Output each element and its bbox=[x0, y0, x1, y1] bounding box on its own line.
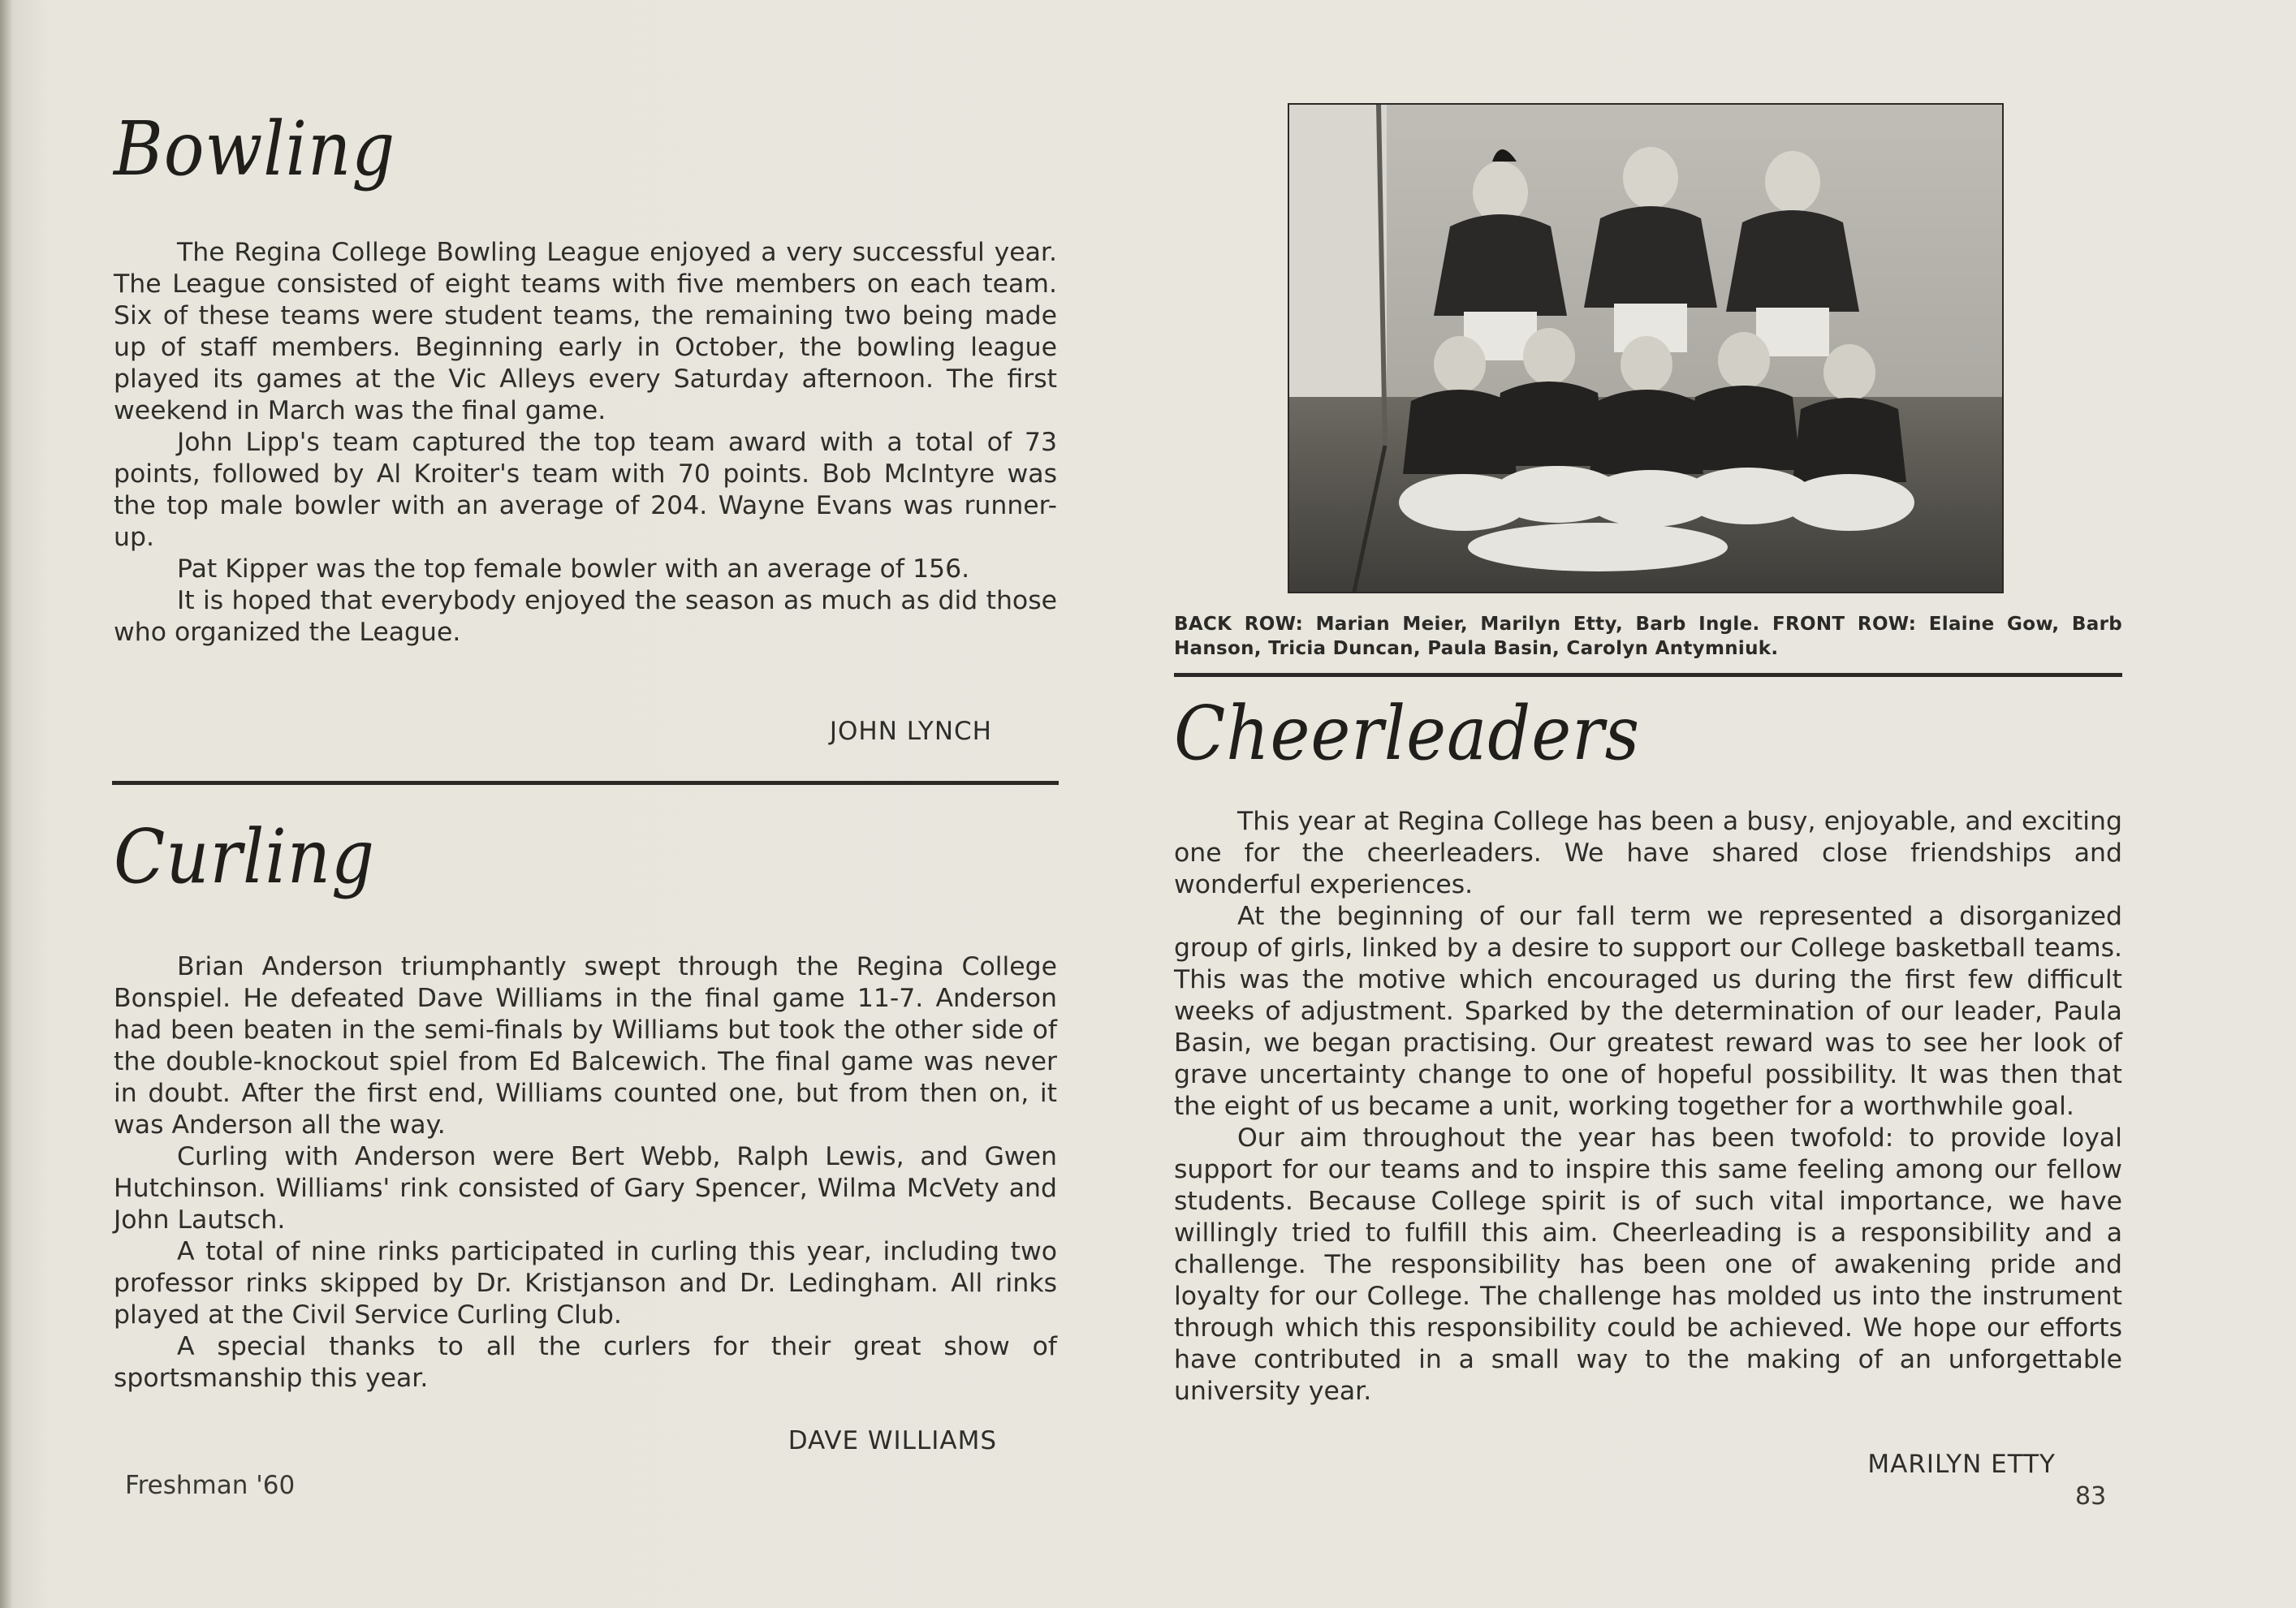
curling-title: Curling bbox=[114, 813, 375, 900]
bowling-paragraph: John Lipp's team captured the top team award with a total of 73 points, followed by Al Kroiter's team with 70 points. Bob McIntyre was the top male bowler with an average of 204. Wayne Evans was runner-up. bbox=[114, 428, 1057, 552]
bowling-section bbox=[114, 106, 1057, 192]
bowling-paragraph: The Regina College Bowling League enjoyed a very successful year. The League consisted of eight teams with five members on each team. Six of these teams were student teams, the remaining two being made up of staff members. Beginning early in October, the bowling league played its games at the Vic Alleys every Saturday afternoon. The first weekend in March was the final game. bbox=[114, 238, 1057, 425]
book-spine-shadow bbox=[0, 0, 11, 1608]
publication-footer: Freshman '60 bbox=[125, 1471, 296, 1500]
cheerleaders-body bbox=[1174, 806, 2122, 1408]
cheerleaders-title: Cheerleaders bbox=[1174, 690, 1640, 777]
curling-section bbox=[114, 813, 1057, 900]
page-number: 83 bbox=[2075, 1482, 2107, 1511]
cheerleaders-section bbox=[1174, 690, 2122, 777]
bowling-author: JOHN LYNCH bbox=[829, 717, 992, 746]
cheerleaders-author: MARILYN ETTY bbox=[1867, 1450, 2056, 1479]
team-photo-image bbox=[1289, 105, 2002, 592]
cheerleaders-paragraph: Our aim throughout the year has been twofold: to provide loyal support for our teams and to inspire this same feeling among our fellow students. Because College spirit is of such vital importance, we have willingly tried to fulfill this aim. Cheerleading is a responsibility and a challenge. The responsibility has been one of awakening pride and loyalty for our College. The challenge has molded us into the instrument through which this responsibility could be achieved. We hope our efforts have contributed in a small way to the making of an unforgettable university year. bbox=[1174, 1123, 2122, 1406]
curling-paragraph: Curling with Anderson were Bert Webb, Ralph Lewis, and Gwen Hutchinson. Williams' rink consisted of Gary Spencer, Wilma McVety and John Lautsch. bbox=[114, 1142, 1057, 1235]
bowling-body bbox=[114, 237, 1057, 649]
photo-caption: BACK ROW: Marian Meier, Marilyn Etty, Barb Ingle. FRONT ROW: Elaine Gow, Barb Hanson, Tricia Duncan, Paula Basin, Carolyn Antymniuk. bbox=[1174, 614, 2122, 659]
bowling-paragraph: Pat Kipper was the top female bowler with an average of 156. bbox=[177, 554, 970, 584]
curling-author: DAVE WILLIAMS bbox=[788, 1426, 997, 1455]
cheerleaders-team-photo bbox=[1288, 103, 2004, 593]
section-divider bbox=[112, 781, 1059, 785]
curling-paragraph: A total of nine rinks participated in curling this year, including two professor rinks skipped by Dr. Kristjanson and Dr. Ledingham. All rinks played at the Civil Service Curling Club. bbox=[114, 1237, 1057, 1330]
section-divider bbox=[1174, 673, 2122, 677]
bowling-paragraph: It is hoped that everybody enjoyed the season as much as did those who organized the League. bbox=[114, 586, 1057, 647]
cheerleaders-paragraph: This year at Regina College has been a busy, enjoyable, and exciting one for the cheerleaders. We have shared close friendships and wonderful experiences. bbox=[1174, 807, 2122, 899]
curling-paragraph: Brian Anderson triumphantly swept through the Regina College Bonspiel. He defeated Dave Williams in the final game 11-7. Anderson had been beaten in the semi-finals by Williams but took the other side of the double-knockout spiel from Ed Balcewich. The final game was never in doubt. After the first end, Williams counted one, but from then on, it was Anderson all the way. bbox=[114, 952, 1057, 1140]
curling-body bbox=[114, 951, 1057, 1395]
cheerleaders-paragraph: At the beginning of our fall term we represented a disorganized group of girls, linked by a desire to support our College basketball teams. This was the motive which encouraged us during the first few difficult weeks of adjustment. Sparked by the determination of our leader, Paula Basin, we began practising. Our greatest reward was to see her look of grave uncertainty change to one of hopeful possibility. It was then that the eight of us became a unit, working together for a worthwhile goal. bbox=[1174, 902, 2122, 1121]
curling-paragraph: A special thanks to all the curlers for their great show of sportsmanship this year. bbox=[114, 1332, 1057, 1393]
bowling-title: Bowling bbox=[114, 106, 396, 192]
